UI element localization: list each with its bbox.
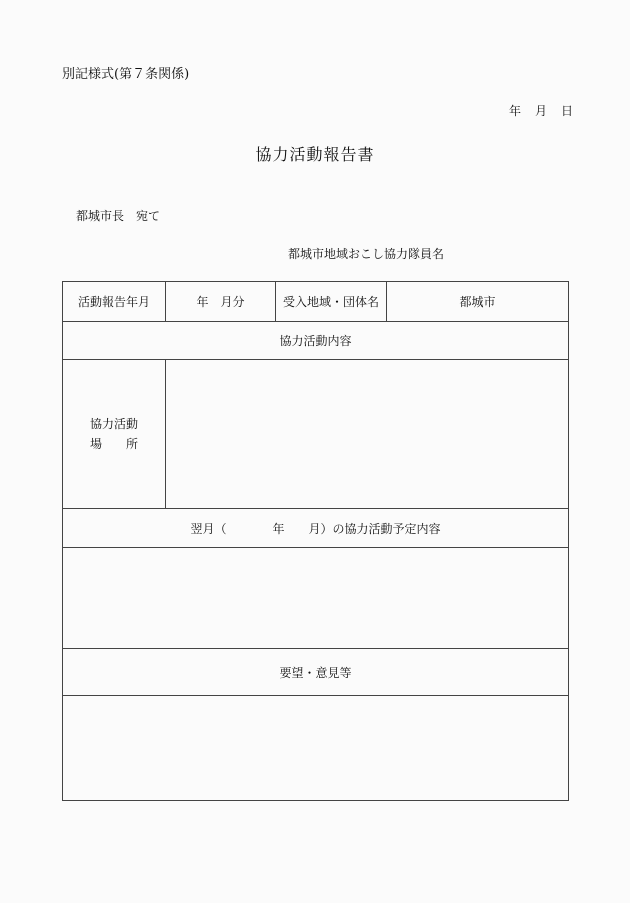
- activity-place-row: [63, 360, 569, 509]
- report-month-label: 活動報告年月: [63, 282, 166, 322]
- requests-header: [63, 649, 569, 696]
- report-month-row: [63, 282, 569, 322]
- next-month-suffix: 月）の協力活動予定内容: [308, 521, 441, 536]
- activity-section-header: [63, 322, 569, 360]
- requests-content-row: [63, 696, 569, 801]
- addressee: 都城市長 宛て: [76, 209, 161, 223]
- member-name-label: 都城市地域おこし協力隊員名: [288, 247, 445, 261]
- requests-title: 要望・意見等: [63, 649, 569, 696]
- activity-section-title: 協力活動内容: [63, 322, 569, 360]
- next-month-header: [63, 509, 569, 548]
- requests-field[interactable]: [63, 696, 569, 801]
- next-month-year: 年: [272, 521, 285, 536]
- document-title: 協力活動報告書: [255, 145, 375, 164]
- next-month-title: [63, 509, 569, 548]
- activity-place-label-line1: 協力活動: [89, 417, 138, 431]
- activity-place-label-cell: [63, 360, 166, 509]
- next-month-content-row: [63, 548, 569, 649]
- next-month-prefix: 翌月（: [190, 521, 227, 536]
- form-reference: 別記様式(第７条関係): [62, 67, 190, 82]
- date-line: 年 月 日: [509, 104, 575, 118]
- activity-place-field[interactable]: [166, 360, 569, 509]
- host-label: 受入地域・団体名: [276, 282, 387, 322]
- activity-place-label-line2: 場 所: [89, 437, 138, 451]
- report-form-table: [62, 281, 569, 801]
- report-month-field[interactable]: 年 月分: [166, 282, 276, 322]
- next-month-field[interactable]: [63, 548, 569, 649]
- host-field[interactable]: 都城市: [387, 282, 569, 322]
